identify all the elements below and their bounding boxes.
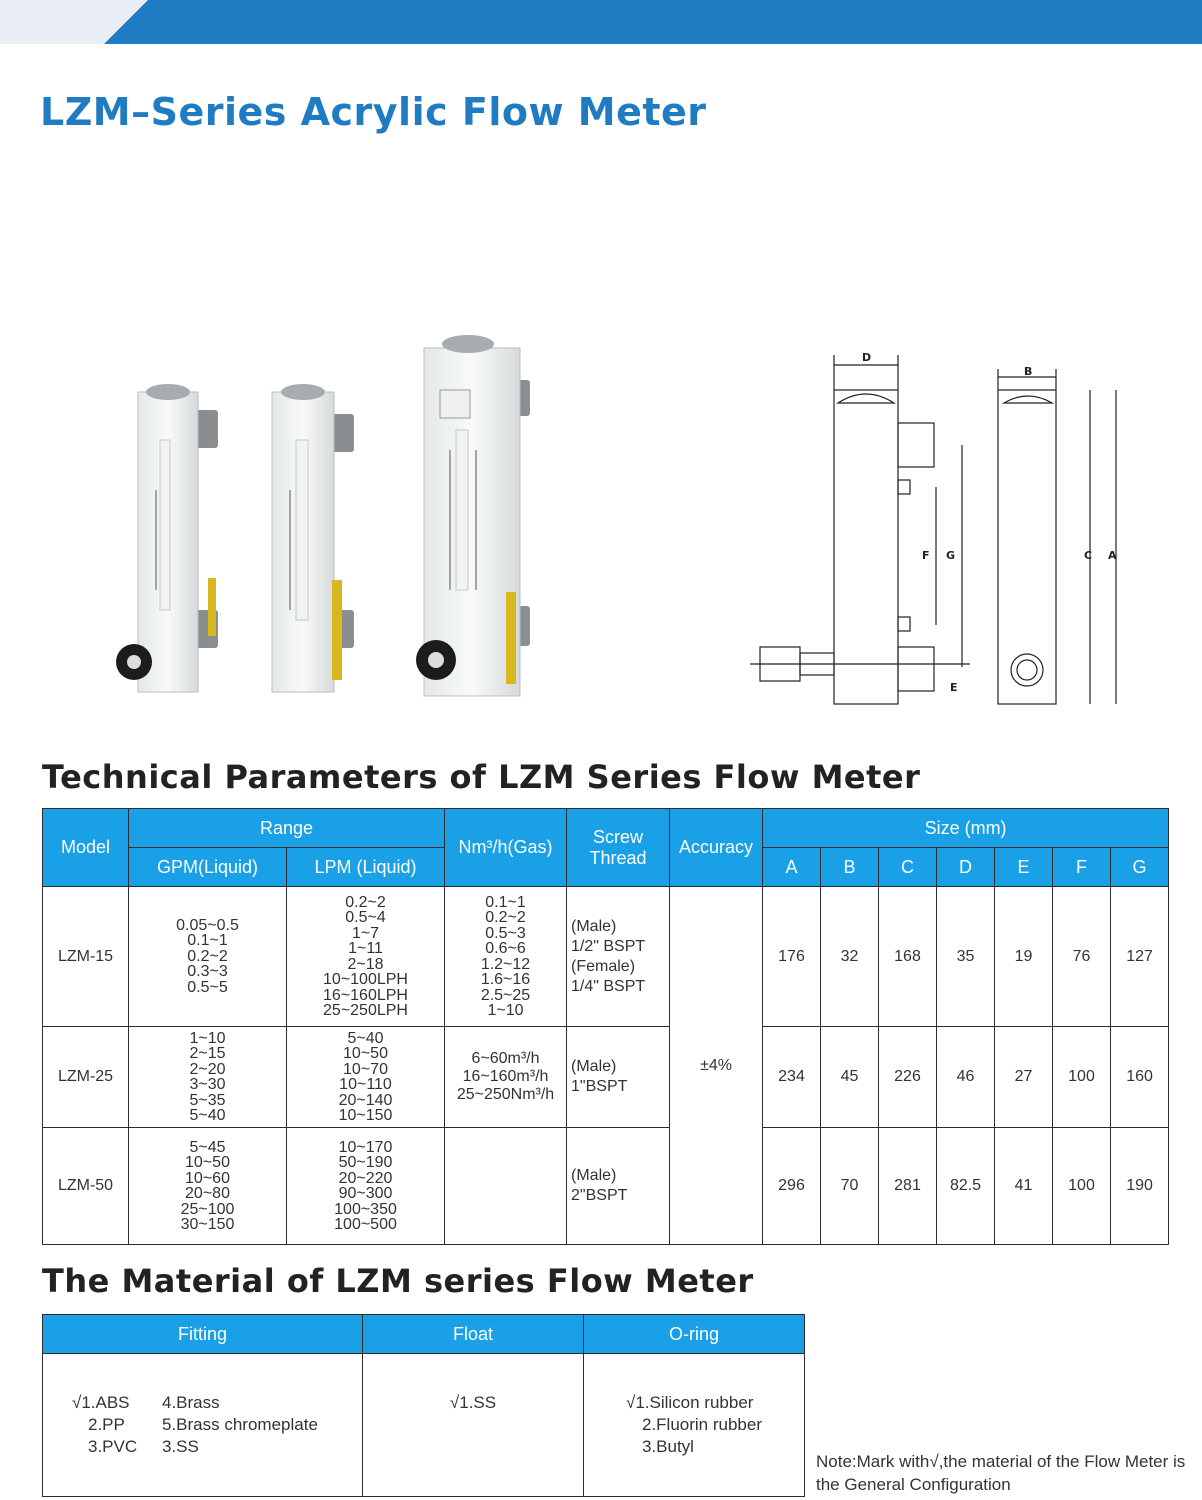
lpm-cell: 0.2~2 0.5~4 1~7 1~11 2~18 10~100LPH 16~160LPH 25~250LPH [287,887,445,1027]
header-model: Model [43,809,129,887]
gas-cell [445,1128,567,1245]
table-row [43,1027,1169,1128]
model-cell: LZM-50 [43,1128,129,1245]
flow-meters-photo [100,330,540,710]
float-cell: √1.SS [363,1354,584,1497]
table-row [43,1354,805,1497]
header-f: F [1053,848,1111,887]
thread-cell: (Male) 1/2" BSPT (Female) 1/4" BSPT [567,887,670,1027]
lpm-cell: 10~170 50~190 20~220 90~300 100~350 100~500 [287,1128,445,1245]
header-oring: O-ring [584,1315,805,1354]
header-e: E [995,848,1053,887]
header-thread: Screw Thread [567,809,670,887]
size-c-cell: 168 [879,887,937,1027]
thread-cell: (Male) 1"BSPT [567,1027,670,1128]
flow-meter-small [116,384,218,692]
dim-label-b: B [1024,365,1033,378]
header-float: Float [363,1315,584,1354]
gas-cell: 0.1~1 0.2~2 0.5~3 0.6~6 1.2~12 1.6~16 2.5~25 1~10 [445,887,567,1027]
material-note: Note:Mark with√,the material of the Flow Meter is the General Configuration [816,1452,1186,1494]
oring-cell: √1.Silicon rubber 2.Fluorin rubber 3.Butyl [584,1354,805,1497]
fitting-cell: √1.ABS 4.Brass 2.PP 5.Brass chromeplate 3.PVC 3.SS [43,1354,363,1497]
top-banner-accent [0,0,148,44]
top-banner [0,0,1202,44]
technical-parameters-title: Technical Parameters of LZM Series Flow Meter [42,758,921,796]
page-title: LZM–Series Acrylic Flow Meter [40,90,707,134]
header-accuracy: Accuracy [670,809,763,887]
size-b-cell: 70 [821,1128,879,1245]
header-range: Range [129,809,445,848]
dim-label-c: C [1084,549,1093,562]
size-d-cell: 82.5 [937,1128,995,1245]
size-f-cell: 76 [1053,887,1111,1027]
dim-label-a: A [1108,549,1117,562]
dim-label-d: D [862,351,872,364]
thread-cell: (Male) 2"BSPT [567,1128,670,1245]
lpm-cell: 5~40 10~50 10~70 10~110 20~140 10~150 [287,1027,445,1128]
size-c-cell: 226 [879,1027,937,1128]
header-gpm: GPM(Liquid) [129,848,287,887]
flow-meter-large [416,335,530,696]
header-g: G [1111,848,1169,887]
accuracy-cell: ±4% [670,887,763,1245]
dim-label-f: F [922,549,930,562]
flow-meter-medium [272,384,354,692]
header-c: C [879,848,937,887]
size-a-cell: 176 [763,887,821,1027]
size-a-cell: 296 [763,1128,821,1245]
header-d: D [937,848,995,887]
gpm-cell: 1~10 2~15 2~20 3~30 5~35 5~40 [129,1027,287,1128]
size-b-cell: 32 [821,887,879,1027]
material-table [42,1314,805,1497]
size-d-cell: 35 [937,887,995,1027]
material-title: The Material of LZM series Flow Meter [42,1262,754,1300]
dim-label-e: E [950,681,958,694]
table-row [43,887,1169,1027]
size-e-cell: 41 [995,1128,1053,1245]
size-g-cell: 190 [1111,1128,1169,1245]
model-cell: LZM-25 [43,1027,129,1128]
size-g-cell: 160 [1111,1027,1169,1128]
gas-cell: 6~60m³/h 16~160m³/h 25~250Nm³/h [445,1027,567,1128]
model-cell: LZM-15 [43,887,129,1027]
header-b: B [821,848,879,887]
size-f-cell: 100 [1053,1128,1111,1245]
table-row [43,1128,1169,1245]
size-e-cell: 19 [995,887,1053,1027]
header-a: A [763,848,821,887]
technical-parameters-table [42,808,1169,1245]
size-g-cell: 127 [1111,887,1169,1027]
gpm-cell: 5~45 10~50 10~60 20~80 25~100 30~150 [129,1128,287,1245]
header-lpm: LPM (Liquid) [287,848,445,887]
size-e-cell: 27 [995,1027,1053,1128]
size-b-cell: 45 [821,1027,879,1128]
gpm-cell: 0.05~0.5 0.1~1 0.2~2 0.3~3 0.5~5 [129,887,287,1027]
dim-label-g: G [946,549,956,562]
header-size: Size (mm) [763,809,1169,848]
header-gas: Nm³/h(Gas) [445,809,567,887]
dimension-diagram [740,345,1140,715]
size-c-cell: 281 [879,1128,937,1245]
size-a-cell: 234 [763,1027,821,1128]
size-f-cell: 100 [1053,1027,1111,1128]
header-fitting: Fitting [43,1315,363,1354]
size-d-cell: 46 [937,1027,995,1128]
